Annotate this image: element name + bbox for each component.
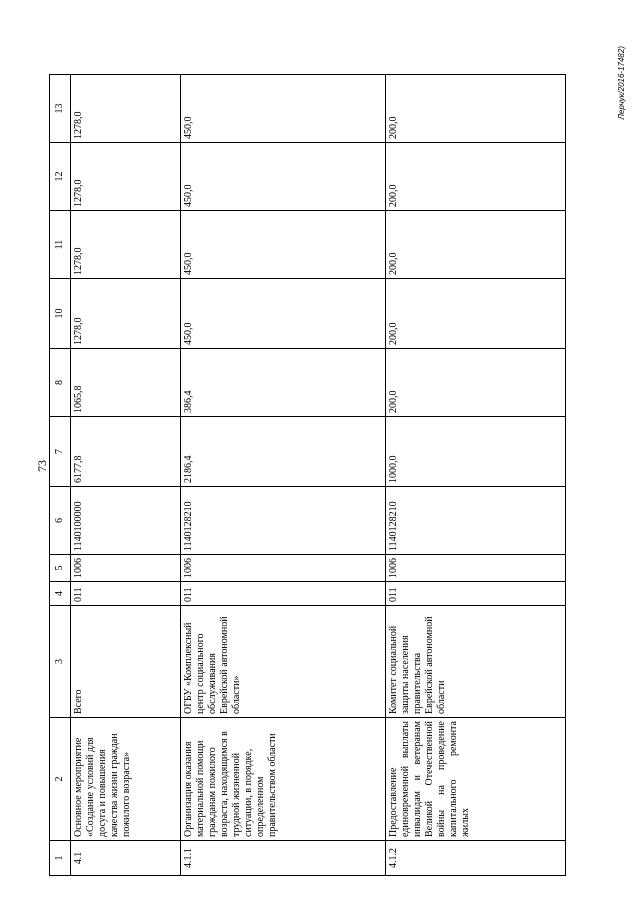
row-id: 4.1.2: [386, 841, 566, 876]
table-row: [71, 75, 181, 876]
budget-table: [49, 74, 566, 876]
row-value: 200,0: [386, 349, 566, 417]
page-number: 73: [35, 460, 49, 472]
row-value: 1278,0: [71, 143, 181, 211]
header-cell: 10: [50, 279, 71, 349]
row-value: 200,0: [386, 279, 566, 349]
footer-code: Лерчук/2016-17482): [617, 46, 626, 120]
row-id: 4.1: [71, 841, 181, 876]
header-cell: 2: [50, 718, 71, 841]
row-value: 1000,0: [386, 417, 566, 487]
row-value: 200,0: [386, 75, 566, 143]
header-cell: 7: [50, 417, 71, 487]
row-value: 386,4: [181, 349, 386, 417]
row-value: 200,0: [386, 143, 566, 211]
header-cell: 13: [50, 75, 71, 143]
row-executor: Комитет социальной защиты населения правительства Еврейской автономной области: [386, 606, 566, 718]
header-cell: 8: [50, 349, 71, 417]
row-rzpr: 1006: [181, 555, 386, 582]
row-name: Предоставление единовременной выплаты инвалидам и ветеранам Великой Отечественной войны на проведение капитального ремонта жилых: [386, 718, 566, 841]
row-name: Основное мероприятие «Создание условий для досуга и повышения качества жизни граждан пожилого возраста»: [71, 718, 181, 841]
row-csr: 1140128210: [181, 487, 386, 555]
row-executor: ОГБУ «Комплексный центр социального обслуживания Еврейской автономной области»: [181, 606, 386, 718]
header-cell: 4: [50, 582, 71, 606]
row-value: 1065,8: [71, 349, 181, 417]
row-value: 450,0: [181, 279, 386, 349]
row-id: 4.1.1: [181, 841, 386, 876]
row-name: Организация оказания материальной помощи гражданам пожилого возраста, находящимся в трудной жизненной ситуации, в порядке, определенном правительством области: [181, 718, 386, 841]
row-value: 450,0: [181, 211, 386, 279]
row-value: 450,0: [181, 75, 386, 143]
row-value: 2186,4: [181, 417, 386, 487]
table-row: [181, 75, 386, 876]
row-value: 200,0: [386, 211, 566, 279]
row-grbs: 011: [386, 582, 566, 606]
header-cell: 3: [50, 606, 71, 718]
header-cell: 5: [50, 555, 71, 582]
table-row: [386, 75, 566, 876]
header-cell: 11: [50, 211, 71, 279]
row-value: 1278,0: [71, 279, 181, 349]
row-rzpr: 1006: [386, 555, 566, 582]
row-value: 6177,8: [71, 417, 181, 487]
header-cell: 1: [50, 841, 71, 876]
row-executor: Всего: [71, 606, 181, 718]
row-grbs: 011: [181, 582, 386, 606]
row-csr: 1140128210: [386, 487, 566, 555]
row-value: 1278,0: [71, 211, 181, 279]
header-row: [50, 75, 71, 876]
row-value: 450,0: [181, 143, 386, 211]
rotated-sheet: [9, 36, 629, 896]
row-rzpr: 1006: [71, 555, 181, 582]
row-grbs: 011: [71, 582, 181, 606]
header-cell: 12: [50, 143, 71, 211]
row-csr: 1140100000: [71, 487, 181, 555]
row-value: 1278,0: [71, 75, 181, 143]
header-cell: 6: [50, 487, 71, 555]
